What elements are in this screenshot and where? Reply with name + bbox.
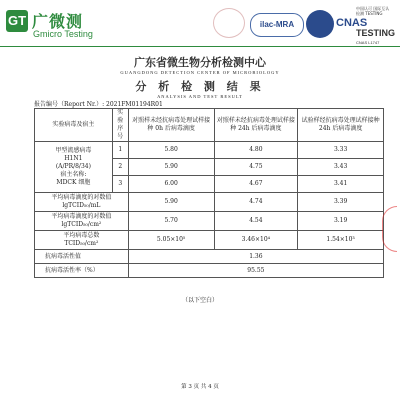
- avg-ml-control-0h: 5.90: [128, 193, 214, 212]
- ilac-mra-logo: ilac-MRA: [250, 13, 304, 37]
- seq-cell: 2: [112, 159, 128, 176]
- header-seq: 实验序号: [112, 109, 128, 142]
- control-0h-cell: 6.00: [128, 176, 214, 193]
- activity-row: [35, 250, 384, 264]
- blank-note: （以下空白）: [181, 297, 218, 304]
- page-number: 第 3 页 共 4 页: [181, 384, 219, 390]
- rate-row: [35, 264, 384, 278]
- seq-cell: 3: [112, 176, 128, 193]
- seal-icon: [213, 8, 245, 38]
- header-virus-host: 实验病毒及宿主: [35, 109, 113, 142]
- control-24h-cell: 4.80: [214, 142, 298, 159]
- avg-cm-label: 平均病毒滴度的对数值 lgTCID₅₀/cm²: [35, 212, 129, 231]
- company-logo-icon: GT: [6, 10, 28, 32]
- rate-label: 抗病毒活性率（%）: [35, 264, 129, 278]
- control-24h-cell: 4.67: [214, 176, 298, 193]
- header-test-24h: 试验样经抗病毒处理试样接种 24h 后病毒滴度: [298, 109, 384, 142]
- test-24h-cell: 3.43: [298, 159, 384, 176]
- header-divider: [0, 46, 400, 47]
- company-name-cn: 广微测: [32, 12, 84, 31]
- virus-host-cell: 甲型流感病毒 H1N1 (A/PR/8/34) 宿主名称: MDCK 细胞: [35, 142, 113, 193]
- test-24h-cell: 3.41: [298, 176, 384, 193]
- cma-mark-text: 中国认可 国际互认 检测 TESTING: [356, 6, 390, 16]
- company-name-en: Gmicro Testing: [33, 29, 93, 39]
- avg-cm-test-24h: 3.19: [298, 212, 384, 231]
- avg-total-control-0h: 5.05×10⁵: [128, 231, 214, 250]
- table-header-row: [35, 109, 384, 142]
- avg-total-row: [35, 231, 384, 250]
- cnas-logo-text: CNAS: [336, 17, 368, 29]
- avg-ml-control-24h: 4.74: [214, 193, 298, 212]
- report-number: 报告编号（Report Nr.）: 2021FM01194R01: [34, 101, 163, 108]
- avg-ml-test-24h: 3.39: [298, 193, 384, 212]
- control-0h-cell: 5.90: [128, 159, 214, 176]
- cnas-logo-icon: [306, 10, 334, 38]
- testing-mark: TESTING: [356, 28, 396, 38]
- seq-cell: 1: [112, 142, 128, 159]
- test-24h-cell: 3.33: [298, 142, 384, 159]
- activity-value: 1.36: [128, 250, 383, 264]
- header-control-0h: 对照样未经抗病毒处理试样接种 0h 后病毒滴度: [128, 109, 214, 142]
- avg-cm-control-0h: 5.70: [128, 212, 214, 231]
- cnas-code: CNAS L1747: [356, 40, 380, 45]
- center-title-en: GUANGDONG DETECTION CENTER OF MICROBIOLOGY: [120, 70, 280, 75]
- center-title-cn: 广东省微生物分析检测中心: [134, 56, 266, 69]
- avg-cm-row: [35, 212, 384, 231]
- result-title-cn: 分 析 检 测 结 果: [135, 80, 265, 93]
- control-0h-cell: 5.80: [128, 142, 214, 159]
- results-table: [34, 108, 384, 278]
- table-row: [35, 142, 384, 159]
- avg-ml-label: 平均病毒滴度的对数值 lgTCID₅₀/mL: [35, 193, 129, 212]
- avg-total-control-24h: 3.46×10⁴: [214, 231, 298, 250]
- header-control-24h: 对照样未经抗病毒处理试样接种 24h 后病毒滴度: [214, 109, 298, 142]
- activity-label: 抗病毒活性值: [35, 250, 129, 264]
- result-title-en: ANALYSIS AND TEST RESULT: [157, 94, 243, 99]
- avg-total-label: 平均病毒总数 TCID₅₀/cm²: [35, 231, 129, 250]
- rate-value: 95.55: [128, 264, 383, 278]
- control-24h-cell: 4.75: [214, 159, 298, 176]
- avg-ml-row: [35, 193, 384, 212]
- stamp-icon: [382, 206, 397, 252]
- avg-cm-control-24h: 4.54: [214, 212, 298, 231]
- avg-total-test-24h: 1.54×10³: [298, 231, 384, 250]
